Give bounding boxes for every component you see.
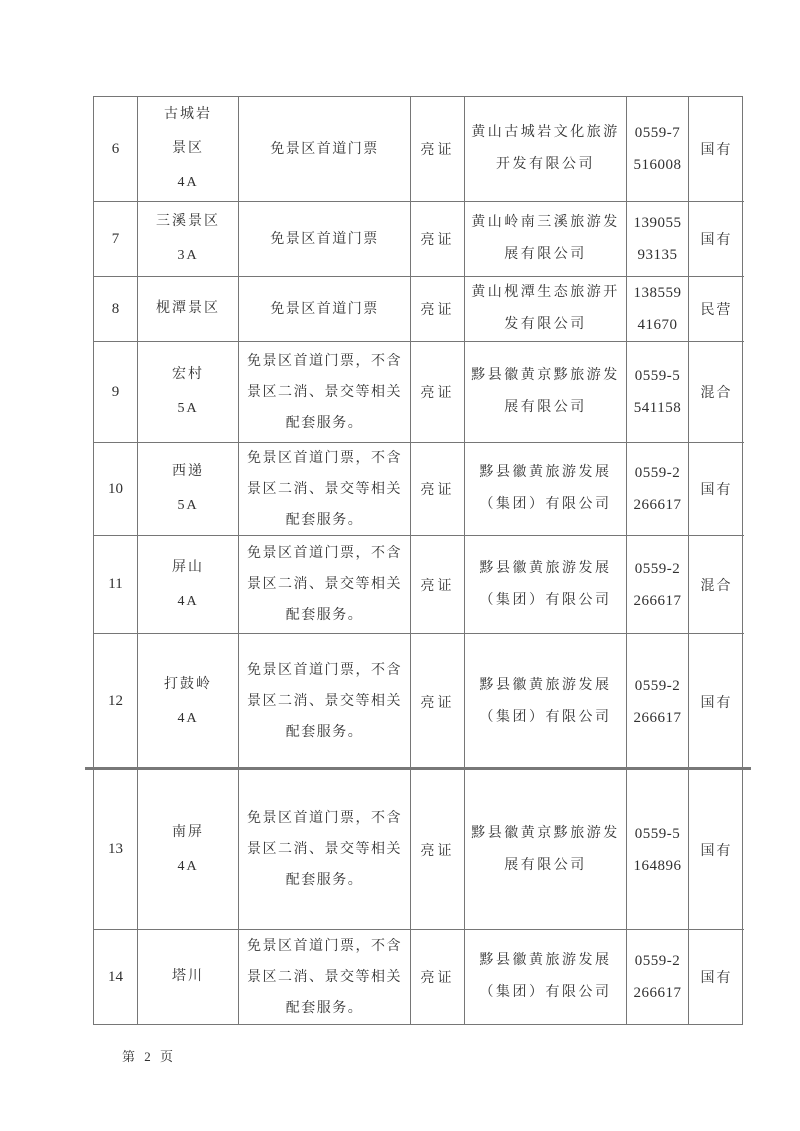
- cell-text-line: 黄山岭南三溪旅游发: [471, 215, 620, 230]
- cell-text-line: 3A: [177, 248, 199, 263]
- cell-scenic-area: [138, 536, 239, 634]
- cell-phone: [627, 536, 689, 634]
- cell-company: [465, 202, 627, 277]
- cell-ownership: 国有: [689, 202, 744, 277]
- cell-ownership: 国有: [689, 770, 744, 930]
- cell-ticket-policy: [239, 770, 411, 930]
- cell-certificate: 亮证: [411, 634, 465, 770]
- cell-text-line: 0559-5: [634, 825, 681, 842]
- cell-scenic-area: [138, 930, 239, 1024]
- cell-company: [465, 770, 627, 930]
- cell-text-line: 93135: [637, 247, 678, 263]
- scenic-area-table: [93, 96, 743, 1025]
- cell-text-line: 4A: [177, 175, 199, 190]
- cell-text-line: 景区二消、景交等相关: [247, 577, 402, 592]
- table-row: [94, 443, 742, 536]
- cell-text-line: 免景区首道门票，不含: [247, 450, 402, 466]
- cell-text-line: 免景区首道门票: [270, 231, 379, 247]
- table-row: [94, 342, 742, 443]
- cell-text-line: 免景区首道门票: [270, 301, 379, 317]
- cell-text-line: 配套服务。: [285, 608, 364, 623]
- cell-certificate: 亮证: [411, 930, 465, 1024]
- cell-text-line: （集团）有限公司: [479, 497, 612, 512]
- cell-text-line: 139055: [633, 215, 682, 231]
- cell-text-line: 黟县徽黄旅游发展: [479, 677, 612, 693]
- cell-text-line: 展有限公司: [504, 857, 587, 873]
- cell-ticket-policy: [239, 536, 411, 634]
- cell-text-line: 免景区首道门票，不含: [247, 546, 402, 561]
- cell-text-line: 4A: [177, 858, 199, 874]
- cell-text-line: 配套服务。: [285, 512, 364, 528]
- cell-scenic-area: [138, 634, 239, 770]
- cell-text-line: 免景区首道门票，不含: [247, 353, 402, 369]
- cell-text-line: 西递: [172, 464, 204, 479]
- cell-company: [465, 97, 627, 202]
- cell-text-line: 配套服务。: [285, 873, 364, 888]
- cell-text-line: 黟县徽黄旅游发展: [479, 465, 612, 480]
- table-row: [94, 770, 742, 930]
- cell-text-line: 景区二消、景交等相关: [247, 694, 402, 709]
- cell-text-line: 164896: [633, 857, 682, 874]
- table-row: [94, 930, 742, 1024]
- cell-text-line: 古城岩: [164, 107, 212, 122]
- cell-ownership: 国有: [689, 634, 744, 770]
- cell-text-line: 开发有限公司: [496, 157, 595, 172]
- cell-phone: [627, 277, 689, 342]
- cell-ticket-policy: [239, 342, 411, 443]
- cell-serial-number: 9: [94, 342, 138, 443]
- cell-serial-number: 6: [94, 97, 138, 202]
- cell-text-line: 配套服务。: [285, 1000, 364, 1016]
- cell-text-line: （集团）有限公司: [479, 709, 612, 725]
- cell-scenic-area: [138, 342, 239, 443]
- cell-text-line: 266617: [633, 709, 682, 726]
- cell-text-line: 展有限公司: [504, 247, 587, 262]
- cell-company: [465, 634, 627, 770]
- cell-text-line: 免景区首道门票，不含: [247, 663, 402, 678]
- cell-company: [465, 930, 627, 1024]
- cell-text-line: 0559-2: [634, 677, 681, 694]
- page-break-divider: [85, 767, 751, 770]
- cell-ticket-policy: [239, 634, 411, 770]
- cell-text-line: （集团）有限公司: [479, 592, 612, 608]
- cell-company: [465, 342, 627, 443]
- cell-certificate: 亮证: [411, 536, 465, 634]
- cell-scenic-area: [138, 443, 239, 536]
- cell-serial-number: 14: [94, 930, 138, 1024]
- cell-text-line: 三溪景区: [156, 214, 220, 229]
- cell-phone: [627, 443, 689, 536]
- cell-text-line: 景区二消、景交等相关: [247, 969, 402, 985]
- cell-text-line: 展有限公司: [504, 400, 587, 415]
- cell-text-line: 枧潭景区: [156, 301, 220, 316]
- cell-text-line: 0559-5: [634, 368, 681, 384]
- cell-phone: [627, 342, 689, 443]
- cell-ticket-policy: [239, 443, 411, 536]
- cell-text-line: 4A: [177, 710, 199, 726]
- cell-certificate: 亮证: [411, 443, 465, 536]
- table-row: [94, 97, 742, 202]
- cell-text-line: 266617: [633, 497, 682, 513]
- cell-serial-number: 12: [94, 634, 138, 770]
- cell-text-line: 5A: [177, 498, 199, 513]
- cell-serial-number: 8: [94, 277, 138, 342]
- cell-text-line: 266617: [633, 592, 682, 609]
- cell-scenic-area: [138, 277, 239, 342]
- cell-certificate: 亮证: [411, 277, 465, 342]
- cell-text-line: 黟县徽黄京黟旅游发: [471, 825, 620, 841]
- cell-ownership: 混合: [689, 342, 744, 443]
- cell-phone: [627, 97, 689, 202]
- cell-text-line: 打鼓岭: [164, 676, 212, 692]
- cell-ticket-policy: [239, 277, 411, 342]
- cell-phone: [627, 634, 689, 770]
- cell-text-line: 516008: [633, 157, 682, 173]
- cell-ticket-policy: [239, 930, 411, 1024]
- cell-ticket-policy: [239, 202, 411, 277]
- cell-text-line: 138559: [633, 285, 682, 301]
- cell-text-line: 黄山古城岩文化旅游: [471, 125, 620, 140]
- cell-text-line: 41670: [637, 317, 678, 333]
- cell-text-line: 黟县徽黄京黟旅游发: [471, 368, 620, 383]
- cell-serial-number: 13: [94, 770, 138, 930]
- cell-ownership: 国有: [700, 971, 733, 986]
- cell-serial-number: 10: [94, 443, 138, 536]
- cell-text-line: 黟县徽黄旅游发展: [479, 560, 612, 576]
- cell-certificate: 亮证: [411, 342, 465, 443]
- cell-phone: [627, 930, 689, 1024]
- cell-company: [465, 277, 627, 342]
- cell-text-line: 塔川: [172, 969, 204, 984]
- cell-scenic-area: [138, 770, 239, 930]
- cell-text-line: 0559-2: [634, 953, 681, 969]
- cell-text-line: 景区二消、景交等相关: [247, 481, 402, 497]
- cell-text-line: （集团）有限公司: [479, 985, 612, 1000]
- table-row: [94, 536, 742, 634]
- cell-text-line: 免景区首道门票: [270, 141, 379, 157]
- cell-text-line: 黄山枧潭生态旅游开: [471, 285, 620, 300]
- cell-serial-number: 7: [94, 202, 138, 277]
- cell-scenic-area: [138, 97, 239, 202]
- cell-text-line: 南屏: [172, 824, 204, 840]
- cell-text-line: 266617: [633, 985, 682, 1001]
- cell-text-line: 配套服务。: [285, 415, 364, 431]
- table-row: [94, 277, 742, 342]
- cell-text-line: 发有限公司: [504, 317, 587, 332]
- cell-phone: [627, 202, 689, 277]
- page-number-footer: 第 2 页: [122, 1049, 177, 1064]
- cell-text-line: 541158: [633, 400, 682, 416]
- cell-text-line: 免景区首道门票，不含: [247, 938, 402, 954]
- cell-text-line: 黟县徽黄旅游发展: [479, 953, 612, 968]
- cell-text-line: 4A: [177, 593, 199, 609]
- cell-text-line: 配套服务。: [285, 725, 364, 740]
- cell-company: [465, 443, 627, 536]
- cell-text-line: 宏村: [172, 367, 204, 382]
- cell-ownership: 国有: [689, 443, 744, 536]
- cell-text-line: 0559-7: [634, 125, 681, 141]
- cell-serial-number: 11: [94, 536, 138, 634]
- cell-certificate: 亮证: [411, 770, 465, 930]
- cell-ownership: 国有: [689, 97, 744, 202]
- cell-phone: [627, 770, 689, 930]
- cell-text-line: 景区二消、景交等相关: [247, 384, 402, 400]
- cell-ownership: 混合: [689, 536, 744, 634]
- cell-company: [465, 536, 627, 634]
- cell-text-line: 景区二消、景交等相关: [247, 842, 402, 857]
- cell-text-line: 景区: [172, 141, 204, 156]
- cell-text-line: 屏山: [172, 559, 204, 575]
- cell-ticket-policy: [239, 97, 411, 202]
- cell-certificate: 亮证: [411, 97, 465, 202]
- cell-certificate: 亮证: [411, 202, 465, 277]
- cell-text-line: 免景区首道门票，不含: [247, 811, 402, 826]
- cell-text-line: 0559-2: [634, 560, 681, 577]
- table-row: [94, 634, 742, 770]
- cell-text-line: 5A: [177, 401, 199, 416]
- table-row: [94, 202, 742, 277]
- cell-text-line: 0559-2: [634, 465, 681, 481]
- cell-scenic-area: [138, 202, 239, 277]
- cell-ownership: 民营: [689, 277, 744, 342]
